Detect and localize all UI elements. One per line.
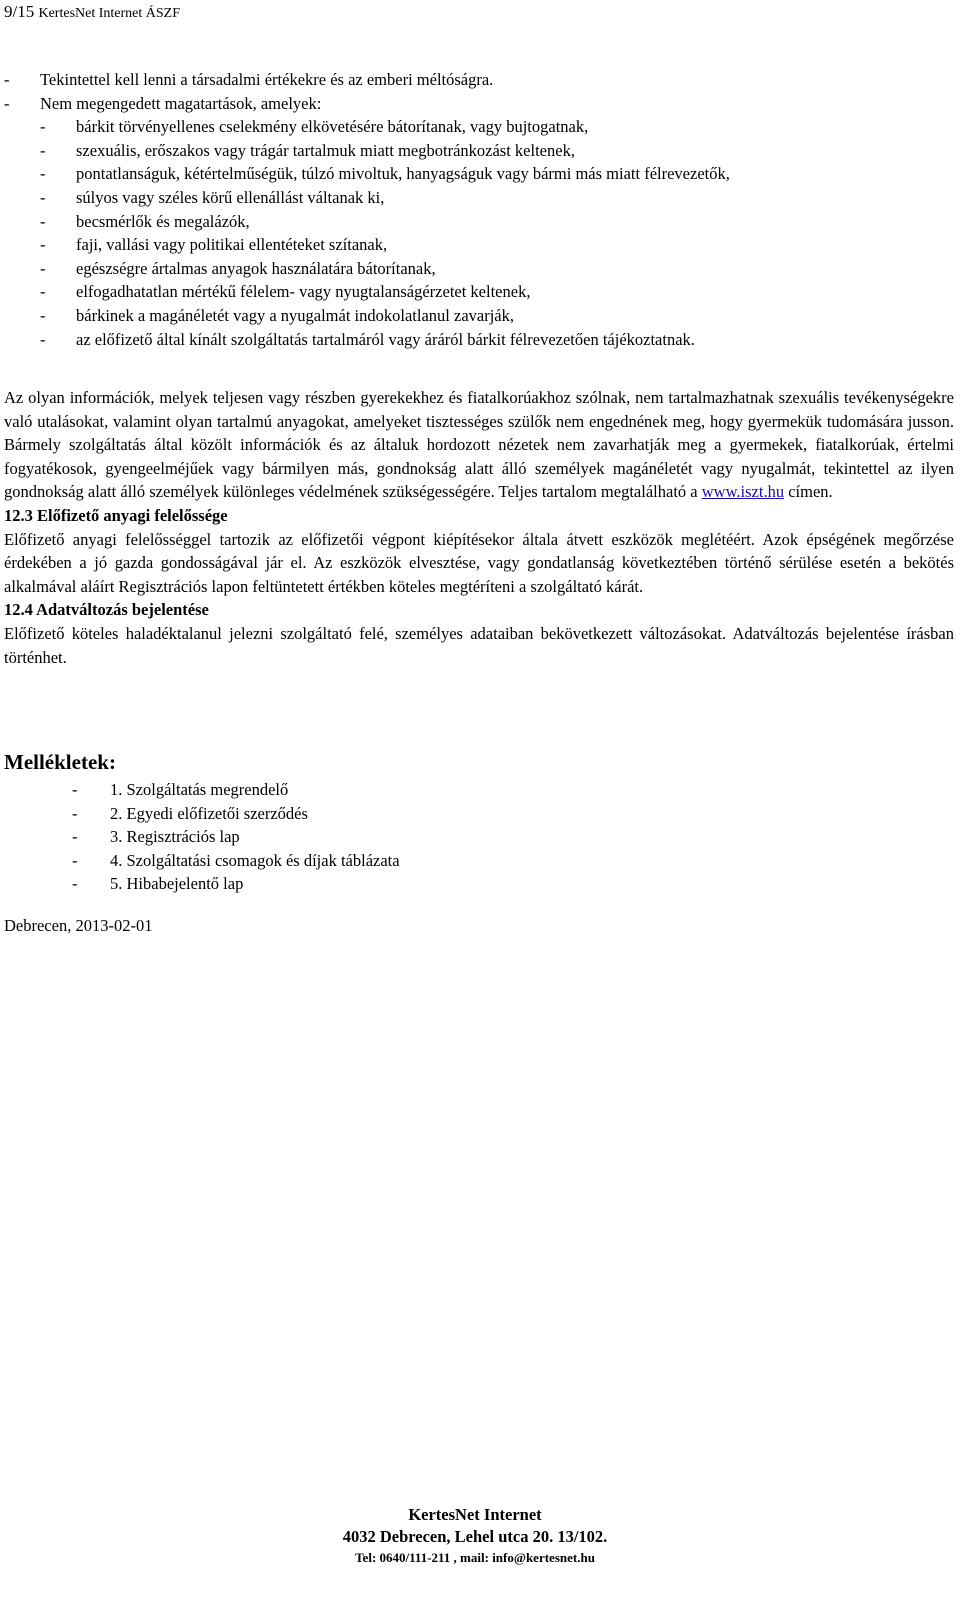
footer-contact: Tel: 0640/111-211 , mail: info@kertesnet.hu — [355, 1550, 595, 1565]
section-text-12-3: Előfizető anyagi felelősséggel tartozik az előfizetői végpont kiépítésekor általa átvett eszközök meglétéért. Azok épségének megőrzése érdekében a jó gazda gondosságával jár el. Az eszközök elvesztése, vagy gondatlanság következtében történő sérülése esetén a bekötés alkalmával aláírt Regisztrációs lapon feltüntetett értékben köteles megtéríteni a szolgáltató kárát. — [4, 529, 954, 596]
attachments-title: Mellékletek: — [4, 750, 116, 774]
rules-list — [0, 68, 950, 351]
list-item: - pontatlanságuk, kétértelműségük, túlzó mivoltuk, hanyagságuk vagy bármi más miatt félrevezetők, — [40, 164, 730, 184]
list-item: - Tekintettel kell lenni a társadalmi értékekre és az emberi méltóságra. — [4, 70, 494, 89]
list-item: - 5. Hibabejelentő lap — [72, 874, 244, 894]
list-item: - elfogadhatatlan mértékű félelem- vagy nyugtalanságérzetet keltenek, — [40, 282, 531, 302]
minors-paragraph: Az olyan információk, melyek teljesen vagy részben gyerekekhez és fiatalkorúakhoz szólnak, nem tartalmazhatnak szexuális tevékenységekre való utalásokat, valamint olyan tartalmú anyagokat, amelyeket tisztességes szülők nem engednének meg, hogy gyermekük tudomására jusson. Bármely szolgáltatás által közölt információk és az általuk hordozott nézetek nem zavarhatják meg a gyermekek, fiatalkorúak, értelmi fogyatékosok, gyengeelméjűek vagy bármilyen más, gondnokság alatt álló személyek magánéletét vagy nyugalmát, tekintettel az ilyen gondnokság alatt álló személyek különleges védelmének szükségességére. Teljes tartalom megtalálható a www.iszt.hu címen. — [4, 388, 954, 502]
page-footer — [0, 1504, 950, 1568]
section-heading-12-3: 12.3 Előfizető anyagi felelőssége — [4, 505, 228, 525]
attachments-list — [0, 778, 600, 896]
footer-address: 4032 Debrecen, Lehel utca 20. 13/102. — [342, 1527, 608, 1546]
list-item: - faji, vallási vagy politikai ellentéteket szítanak, — [40, 235, 388, 255]
list-item: - az előfizető által kínált szolgáltatás tartalmáról vagy áráról bárkit félrevezetően tájékoztatnak. — [40, 329, 695, 349]
list-item: - 2. Egyedi előfizetői szerződés — [72, 803, 308, 823]
iszt-link[interactable]: www.iszt.hu — [701, 482, 785, 502]
list-item: - 4. Szolgáltatási csomagok és díjak táblázata — [72, 850, 400, 870]
document-title: KertesNet Internet ÁSZF — [38, 6, 181, 21]
list-item: - súlyos vagy széles körű ellenállást váltanak ki, — [40, 187, 385, 207]
list-item: - bárkit törvényellenes cselekmény elkövetésére bátorítanak, vagy bujtogatnak, — [40, 117, 589, 137]
list-item: - szexuális, erőszakos vagy trágár tartalmuk miatt megbotránkozást keltenek, — [40, 140, 575, 160]
section-heading-12-4: 12.4 Adatváltozás bejelentése — [4, 600, 209, 620]
list-item: - egészségre ártalmas anyagok használatára bátorítanak, — [40, 258, 436, 278]
list-item: - becsmérlők és megalázók, — [40, 211, 250, 231]
section-text-12-4: Előfizető köteles haladéktalanul jelezni szolgáltató felé, személyes adataiban bekövetkezett változásokat. Adatváltozás bejelentése írásban történhet. — [4, 623, 954, 667]
list-item: - 3. Regisztrációs lap — [72, 827, 240, 847]
main-body — [4, 386, 954, 669]
place-date: Debrecen, 2013-02-01 — [4, 916, 153, 935]
page-header — [4, 2, 180, 22]
list-item: - bárkinek a magánéletét vagy a nyugalmát indokolatlanul zavarják, — [40, 305, 514, 325]
page-number: 9/15 — [4, 2, 35, 21]
list-item: - 1. Szolgáltatás megrendelő — [72, 780, 289, 799]
footer-company: KertesNet Internet — [408, 1505, 542, 1524]
list-item: - Nem megengedett magatartások, amelyek: — [4, 93, 322, 113]
